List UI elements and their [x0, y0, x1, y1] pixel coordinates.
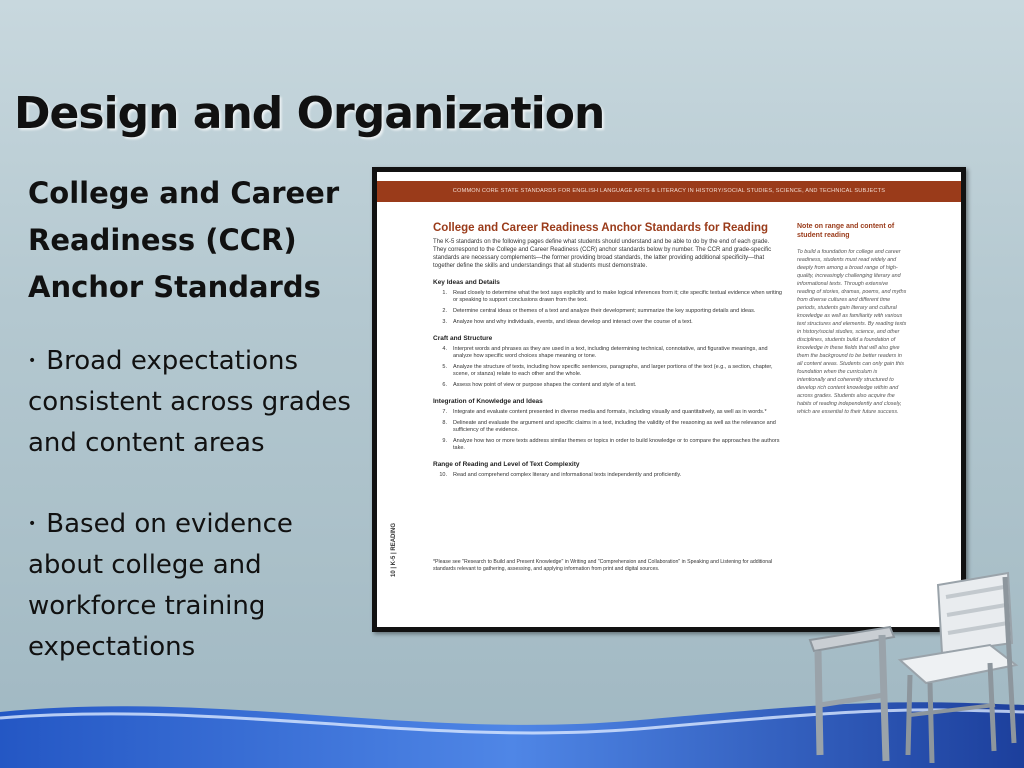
sidebar-title: Note on range and content of student reading [797, 223, 895, 239]
document-title: College and Career Readiness Anchor Standards for Reading [433, 222, 769, 234]
item-number: 7. [442, 409, 447, 415]
slide-title: Design and Organization [14, 88, 605, 139]
standard-item [433, 438, 783, 452]
document-sidebar [797, 222, 907, 416]
section-heading: Key Ideas and Details [433, 279, 500, 286]
slide-text-column [28, 170, 373, 708]
document-intro: The K-5 standards on the following pages define what students should understand and be able to do by the end of each grade. They correspond to the College and Career Readiness (CCR) anchor standards below by number. The CCR and grade-specific standards are necessary complements—the former providing broad standards, the latter providing additional specificity—that together define the skills and understandings that all students must demonstrate. [433, 239, 772, 269]
item-number: 1. [442, 290, 447, 296]
document-image [372, 167, 966, 632]
standard-item [433, 420, 783, 434]
item-number: 9. [442, 438, 447, 444]
item-text: Delineate and evaluate the argument and specific claims in a text, including the validity of the reasoning as well as the relevance and sufficiency of the evidence. [453, 420, 776, 433]
section-heading: Range of Reading and Level of Text Complexity [433, 461, 580, 468]
item-text: Analyze how two or more texts address similar themes or topics in order to build knowledge or to compare the approaches the authors take. [453, 438, 780, 451]
bullet-text: Based on evidence about college and workforce training expectations [28, 509, 293, 662]
item-number: 6. [442, 382, 447, 388]
item-text: Analyze the structure of texts, including how specific sentences, paragraphs, and larger portions of the text (e.g., a section, chapter, scene, or stanza) relate to each other and the whole. [453, 364, 773, 377]
item-number: 2. [442, 308, 447, 314]
bullet-icon: • [28, 353, 37, 369]
document-section [433, 461, 783, 479]
document-banner: COMMON CORE STATE STANDARDS FOR ENGLISH LANGUAGE ARTS & LITERACY IN HISTORY/SOCIAL STUDIES, SCIENCE, AND TECHNICAL SUBJECTS [377, 181, 961, 202]
document-section [433, 398, 783, 452]
document-section [433, 335, 783, 389]
page-label: 10 | K-5 | READING [391, 522, 397, 577]
document-page [377, 172, 961, 627]
bullet-item [28, 504, 373, 668]
section-heading: Integration of Knowledge and Ideas [433, 398, 543, 405]
bullet-text: Broad expectations consistent across grades and content areas [28, 346, 351, 458]
item-text: Analyze how and why individuals, events, and ideas develop and interact over the course of a text. [453, 319, 693, 325]
standard-item [433, 472, 783, 479]
item-text: Interpret words and phrases as they are used in a text, including determining technical, connotative, and figurative meanings, and analyze how specific word choices shape meaning or tone. [453, 346, 768, 359]
item-text: Read and comprehend complex literary and informational texts independently and proficiently. [453, 472, 682, 478]
bullet-icon: • [28, 516, 37, 532]
item-text: Assess how point of view or purpose shapes the content and style of a text. [453, 382, 637, 388]
standard-item [433, 409, 783, 416]
item-text: Integrate and evaluate content presented in diverse media and formats, including visually and quantitatively, as well as in words.* [453, 409, 767, 415]
standard-item [433, 382, 783, 389]
sidebar-text: To build a foundation for college and career readiness, students must read widely and deeply from among a broad range of high-quality, increasingly challenging literary and informational texts. Through extensive reading of stories, dramas, poems, and myths from diverse cultures and different time periods, students gain literary and cultural knowledge as well as familiarity with various text structures and elements. By reading texts in history/social studies, science, and other disciplines, students build a foundation of knowledge in these fields that will also give them the background to be better readers in all content areas. Students can only gain this foundation when the curriculum is intentionally and coherently structured to develop rich content knowledge within and across grades. Students also acquire the habits of reading independently and closely, which are essential to their future success. [797, 249, 907, 415]
standard-item [433, 290, 783, 304]
school-chair-icon [790, 565, 1020, 768]
document-section [433, 279, 783, 326]
standard-item [433, 346, 783, 360]
item-text: Determine central ideas or themes of a text and analyze their development; summarize the key supporting details and ideas. [453, 308, 756, 314]
document-footnote: *Please see "Research to Build and Present Knowledge" in Writing and "Comprehension and Collaboration" in Speaking and Listening for additional standards relevant to gathering, assessing, and applying information from print and digital sources. [433, 559, 773, 572]
standard-item [433, 319, 783, 326]
document-main-column [433, 222, 783, 483]
standard-item [433, 364, 783, 378]
section-heading: Craft and Structure [433, 335, 493, 342]
bullet-item [28, 341, 373, 464]
slide-subheading: College and Career Readiness (CCR) Anchor Standards [28, 176, 340, 304]
item-number: 8. [442, 420, 447, 426]
item-text: Read closely to determine what the text says explicitly and to make logical inferences from it; cite specific textual evidence when writing or speaking to support conclusions drawn from the text. [453, 290, 782, 303]
item-number: 10. [439, 472, 447, 478]
item-number: 3. [442, 319, 447, 325]
item-number: 4. [442, 346, 447, 352]
item-number: 5. [442, 364, 447, 370]
standard-item [433, 308, 783, 315]
